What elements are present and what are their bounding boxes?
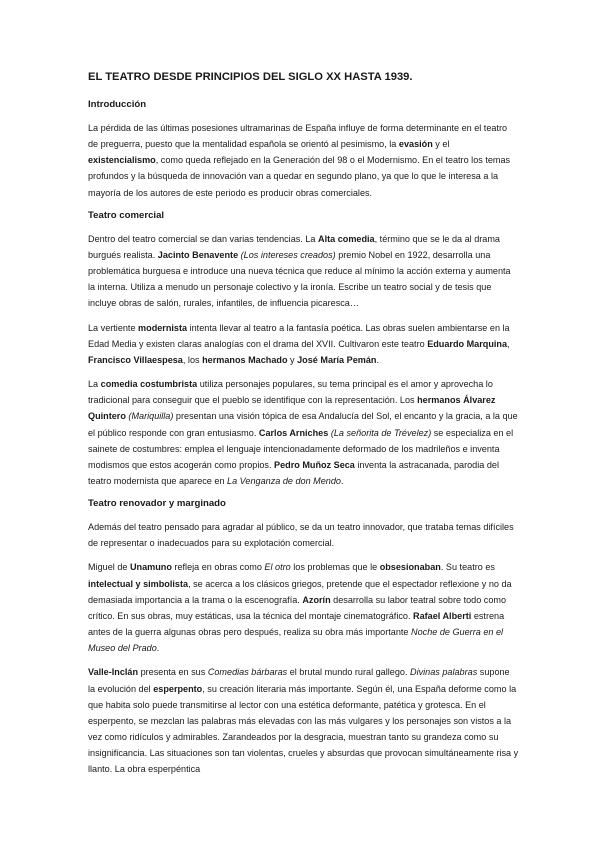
paragraph-teatro-innovador: Además del teatro pensado para agradar al público, se da un teatro innovador, que trataba temas difíciles de representar o inadecuados para su explotación comercial. [88,522,514,549]
paragraph-costumbrista: La comedia costumbrista utiliza personajes populares, su tema principal es el amor y aprovecha lo tradicional para conseguir que el pueblo se identifique con la representación. Los hermanos Álvarez Quintero (Mariquilla) presentan una visión tópica de esa Andalucía del Sol, el encanto y la gracia, a la que el público responde con gran entusiasmo. Carlos Arniches (La señorita de Trévelez) se especializa en el sainete de costumbres: emplea el lenguaje intencionadamente deformado de los madrileños e inventa modismos que estos acogerán como propios. Pedro Muñoz Seca inventa la astracanada, parodia del teatro modernista que aparece en La Venganza de don Mendo. [88,379,518,486]
section-heading-teatro-renovador: Teatro renovador y marginado [88,498,226,510]
paragraph-alta-comedia: Dentro del teatro comercial se dan varias tendencias. La Alta comedia, término que se le da al drama burgués realista. Jacinto Benavente (Los intereses creados) premio Nobel en 1922, desarrolla una problemática burguesa e introduce una nueva técnica que reduce al mínimo la acción externa y aumenta la interna. Utiliza a menudo un personaje colectivo y la ironía. Escribe un teatro social y de tesis que incluye obras de salón, rurales, infantiles, de influencia picaresca… [88,233,511,309]
section-heading-teatro-comercial: Teatro comercial [88,209,165,221]
paragraph-unamuno: Miguel de Unamuno refleja en obras como El otro los problemas que le obsesionaban. Su teatro es intelectual y simbolista, se acerca a los clásicos griegos, pretende que el espectador reflexione y no da demasiada importancia a la trama o la escenografía. Azorín desarrolla su labor teatral sobre todo como crítico. En sus obras, muy estáticas, usa la técnica del montaje cinematográfico. Rafael Alberti estrena antes de la guerra algunas obras pero después, realiza su obra más importante Noche de Guerra en el Museo del Prado. [88,562,512,654]
paragraph-introduccion: La pérdida de las últimas posesiones ultramarinas de España influye de forma determinante en el teatro de preguerra, puesto que la mentalidad española se orientó al pesimismo, la evasión y el existencialismo, como queda reflejado en la Generación del 98 o el Modernismo. En el teatro los temas profundos y la búsqueda de innovación van a quedar en segundo plano, ya que lo que le interesa a la mayoría de los autores de este periodo es producir obras comerciales. [88,123,511,198]
section-heading-introduccion: Introducción [88,99,147,110]
paragraph-valle-inclan: Valle-Inclán presenta en sus Comedias bárbaras el brutal mundo rural gallego. Divinas palabras supone la evolución del esperpento, su creación literaria más importante. Según él, una España deforme como la que habita solo puede transmitirse al lector con una estética deformante, patética y grotesca. En el esperpento, se mezclan las palabras más elevadas con las más vulgares y los personajes son vistos a la vez como ridículos y admirables. Zarandeados por la desgracia, muestran tanto su grandeza como su insignificancia. Las situaciones son tan violentas, crueles y absurdas que provocan simultáneamente risa y llanto. La obra esperpéntica [88,667,519,775]
paragraph-modernista: La vertiente modernista intenta llevar al teatro a la fantasía poética. Las obras suelen ambientarse en la Edad Media y existen claras analogías con el drama del XVII. Cultivaron este teatro Eduardo Marquina, Francisco Villaespesa, los hermanos Machado y José María Pemán. [88,322,510,365]
document-title: EL TEATRO DESDE PRINCIPIOS DEL SIGLO XX HASTA 1939. [88,71,413,83]
